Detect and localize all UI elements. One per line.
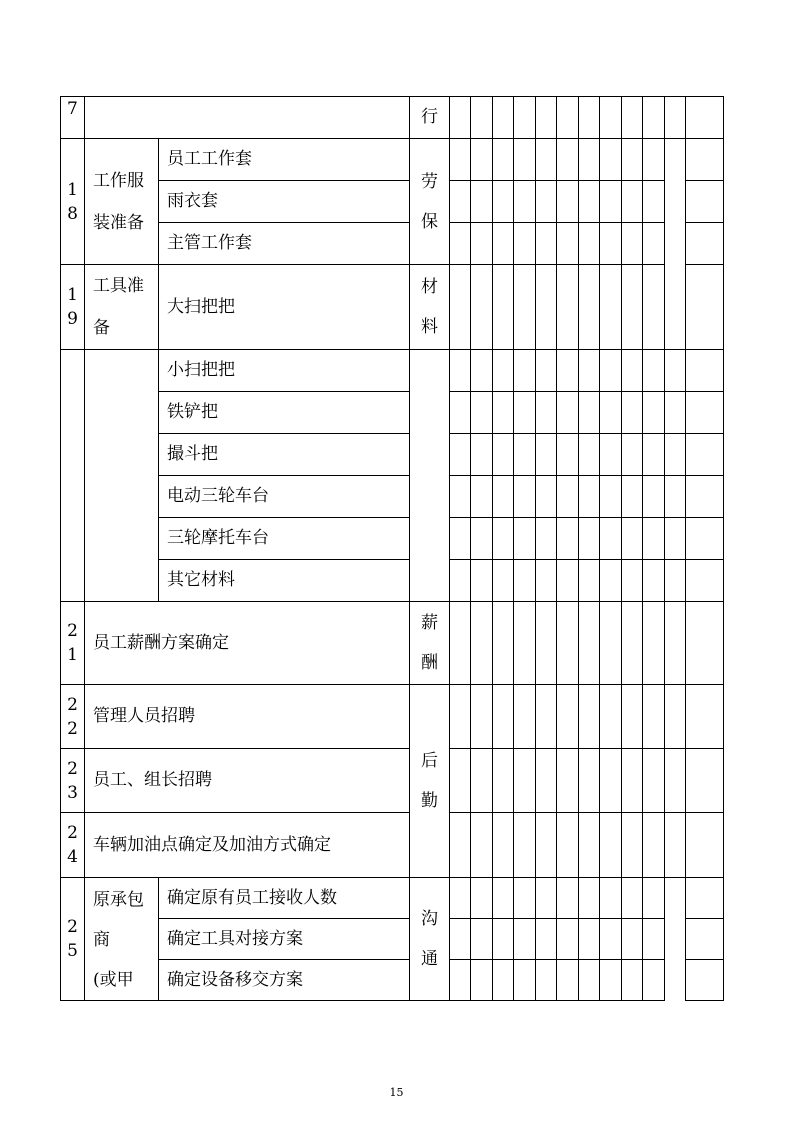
row-number: 1 8 [61,139,85,265]
table-row [61,139,724,181]
sub-item-cell: 员工工作套 [159,139,410,181]
sub-item-cell: 三轮摩托车台 [159,518,410,560]
category-cell: 材 料 [410,265,450,350]
sub-item-cell: 铁铲把 [159,392,410,434]
table-row [61,919,724,960]
page-number: 15 [389,1086,404,1099]
sub-item-cell: 电动三轮车台 [159,476,410,518]
sub-item-cell: 大扫把把 [159,265,410,350]
category-cell: 后 勤 [410,685,450,878]
row-number: 2 5 [61,878,85,1001]
sub-item-cell: 其它材料 [159,560,410,602]
table-row [61,350,724,392]
item-cell: 车辆加油点确定及加油方式确定 [85,813,410,878]
row-number: 7 [61,97,85,139]
table-row [61,878,724,919]
category-cell: 沟 通 [410,878,450,1001]
sub-item-cell: 确定原有员工接收人数 [159,878,410,919]
table-row [61,434,724,476]
table-row [61,265,724,350]
sub-item-cell: 确定设备移交方案 [159,960,410,1001]
sub-item-cell: 小扫把把 [159,350,410,392]
row-number: 2 4 [61,813,85,878]
sub-item-cell: 主管工作套 [159,223,410,265]
item-cell: 管理人员招聘 [85,685,410,749]
table-row [61,392,724,434]
table-row [61,560,724,602]
table-row [61,602,724,685]
schedule-table [60,96,724,1001]
table-row [61,97,724,139]
row-number: 2 1 [61,602,85,685]
table-row [61,476,724,518]
item-cell: 员工、组长招聘 [85,749,410,813]
row-number: 2 2 [61,685,85,749]
table-row [61,181,724,223]
category-cell: 行 [410,97,450,139]
sub-item-cell: 确定工具对接方案 [159,919,410,960]
table-row [61,813,724,878]
table-row [61,960,724,1001]
group-cell: 原承包 商 (或甲 [85,878,159,1001]
table-row [61,685,724,749]
row-number: 1 9 [61,265,85,350]
row-number [61,350,85,602]
group-cell: 工作服 装准备 [85,139,159,265]
table-row [61,518,724,560]
item-cell [85,97,410,139]
group-cell [85,350,159,602]
category-cell: 薪 酬 [410,602,450,685]
item-cell: 员工薪酬方案确定 [85,602,410,685]
sub-item-cell: 雨衣套 [159,181,410,223]
group-cell: 工具准 备 [85,265,159,350]
row-number: 2 3 [61,749,85,813]
table-row [61,749,724,813]
category-cell [410,350,450,602]
sub-item-cell: 撮斗把 [159,434,410,476]
category-cell: 劳 保 [410,139,450,265]
table-row [61,223,724,265]
